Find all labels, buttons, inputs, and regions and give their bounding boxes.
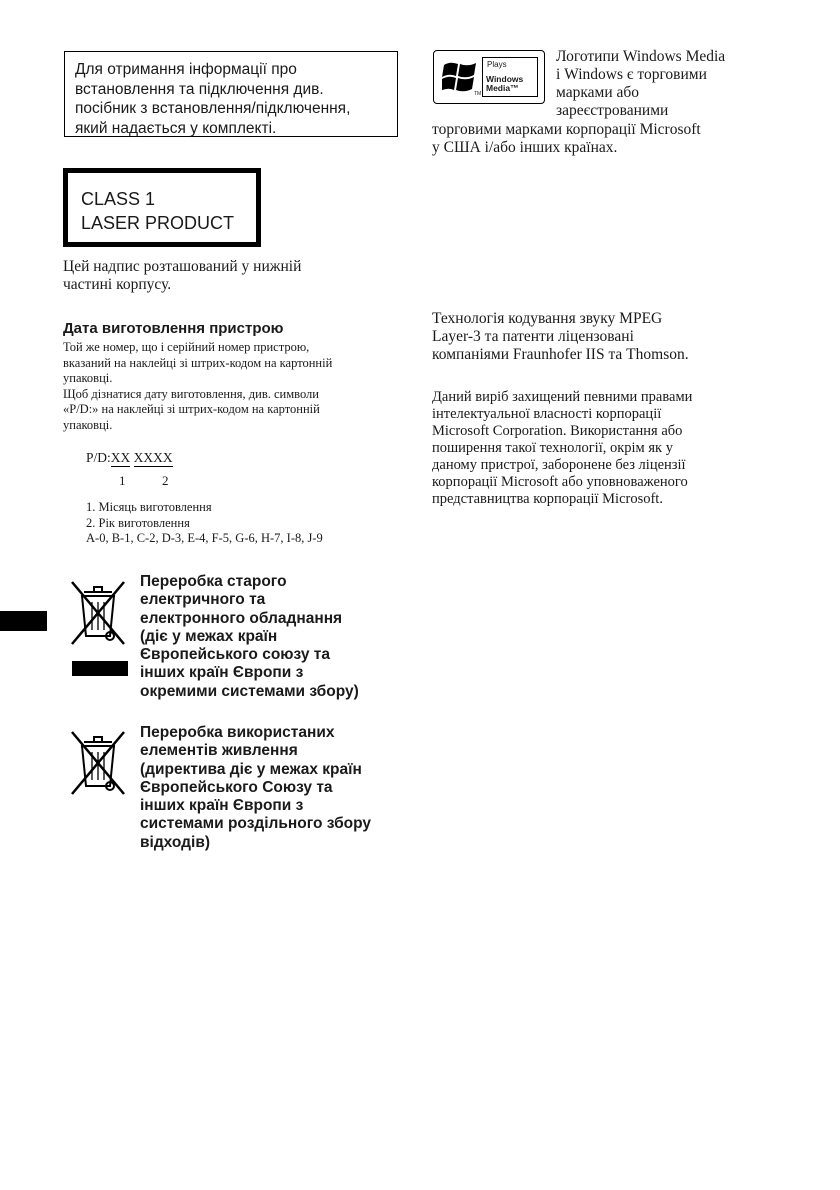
tm-mark: TM — [474, 91, 482, 97]
title-line: Переробка старого — [140, 573, 287, 590]
pd-legend — [86, 500, 323, 547]
mpeg-line: Технологія кодування звуку MPEG — [432, 310, 663, 327]
legend-line: A-0, B-1, C-2, D-3, E-4, F-5, G-6, H-7, I-8, J-9 — [86, 531, 323, 545]
microsoft-notice — [432, 389, 692, 508]
plays-text: Plays — [487, 60, 507, 69]
trademark-line: у США і/або інших країнах. — [432, 139, 618, 156]
microsoft-line: поширення такої технології, окрім як у — [432, 440, 673, 456]
windows-media-logo — [433, 50, 545, 104]
trademark-line: торговими марками корпорації Microsoft — [432, 121, 701, 138]
laser-class: CLASS 1 — [81, 189, 156, 209]
pd-index-1: 1 — [119, 473, 126, 488]
manufacture-line: Той же номер, що і серійний номер пристрою, — [63, 340, 310, 354]
microsoft-line: представництва корпорації Microsoft. — [432, 491, 663, 507]
installation-info-box — [64, 51, 398, 137]
laser-product-text: LASER PRODUCT — [81, 213, 235, 233]
info-line: який надається у комплекті. — [75, 119, 277, 137]
pd-indices — [119, 473, 169, 489]
pd-index-2: 2 — [162, 473, 169, 488]
manufacture-line: Щоб дізнатися дату виготовлення, див. символи — [63, 386, 319, 401]
title-line: окремими системами збору) — [140, 682, 359, 700]
mpeg-line: компаніями Fraunhofer IIS та Thomson. — [432, 346, 689, 363]
info-line: Для отримання інформації про — [75, 61, 297, 78]
info-line: встановлення та підключення див. — [75, 80, 324, 98]
trademark-windows-side — [556, 48, 725, 120]
microsoft-line: корпорації Microsoft або уповноваженого — [432, 474, 688, 490]
title-line: електронного обладнання — [140, 609, 343, 627]
laser-note — [63, 258, 301, 294]
microsoft-line: Microsoft Corporation. Використання або — [432, 423, 683, 439]
info-line: посібник з встановлення/підключення, — [75, 100, 351, 117]
title-line: електричного та — [140, 591, 266, 609]
pd-code — [86, 450, 173, 467]
black-bar-marker — [72, 661, 128, 676]
trademark-windows-full — [432, 121, 701, 157]
trademark-line: і Windows є торговими — [556, 66, 707, 83]
trademark-line: марками або — [556, 84, 640, 101]
crossed-out-bin-icon — [66, 726, 130, 800]
pd-month: XX — [110, 450, 131, 465]
laser-product-label — [63, 168, 261, 247]
microsoft-line: даному пристрої, заборонене без ліцензії — [432, 457, 686, 473]
title-line: відходів) — [140, 833, 211, 851]
manufacture-line: упаковці. — [63, 417, 113, 432]
title-line: системами роздільного збору — [140, 815, 372, 833]
manufacture-line: упаковці. — [63, 371, 113, 385]
trademark-line: зареєстрованими — [556, 102, 669, 119]
title-line: (діє у межах країн — [140, 627, 278, 645]
microsoft-line: інтелектуальної власності корпорації — [432, 406, 662, 422]
manufacture-date-heading: Дата виготовлення пристрою — [63, 320, 284, 337]
crossed-out-bin-icon — [66, 576, 130, 650]
manufacture-line: вказаний на наклейці зі штрих-кодом на картонній — [63, 355, 333, 370]
recycling-equipment-title — [140, 573, 359, 701]
media-text: Media™ — [486, 83, 519, 93]
title-line: Переробка використаних — [140, 724, 335, 741]
microsoft-line: Даний виріб захищений певними правами — [432, 389, 693, 405]
title-line: Європейського союзу та — [140, 646, 330, 664]
laser-note-line: Цей надпис розташований у нижній — [63, 258, 302, 275]
windows-text: Windows — [486, 74, 524, 84]
side-tab-marker — [0, 611, 47, 631]
title-line: (директива діє у межах країн — [140, 760, 362, 778]
manufacture-description — [63, 340, 332, 433]
title-line: інших країн Європи з — [140, 664, 304, 682]
title-line: елементів живлення — [140, 742, 298, 760]
laser-note-line: частині корпусу. — [63, 276, 172, 293]
title-line: Європейського Союзу та — [140, 778, 333, 796]
title-line: інших країн Європи з — [140, 797, 304, 815]
mpeg-line: Layer-3 та патенти ліцензовані — [432, 328, 634, 345]
trademark-line: Логотипи Windows Media — [556, 48, 726, 65]
pd-year: XXXX — [133, 450, 173, 465]
legend-line: 2. Рік виготовлення — [86, 515, 190, 530]
legend-line: 1. Місяць виготовлення — [86, 500, 212, 514]
recycling-batteries-title — [140, 724, 371, 852]
mpeg-notice — [432, 310, 689, 364]
pd-prefix: P/D: — [86, 450, 111, 465]
plays-windows-media-box — [482, 57, 538, 97]
windows-flag-icon — [442, 57, 478, 97]
manufacture-line: «P/D:» на наклейці зі штрих-кодом на картонній — [63, 402, 320, 416]
